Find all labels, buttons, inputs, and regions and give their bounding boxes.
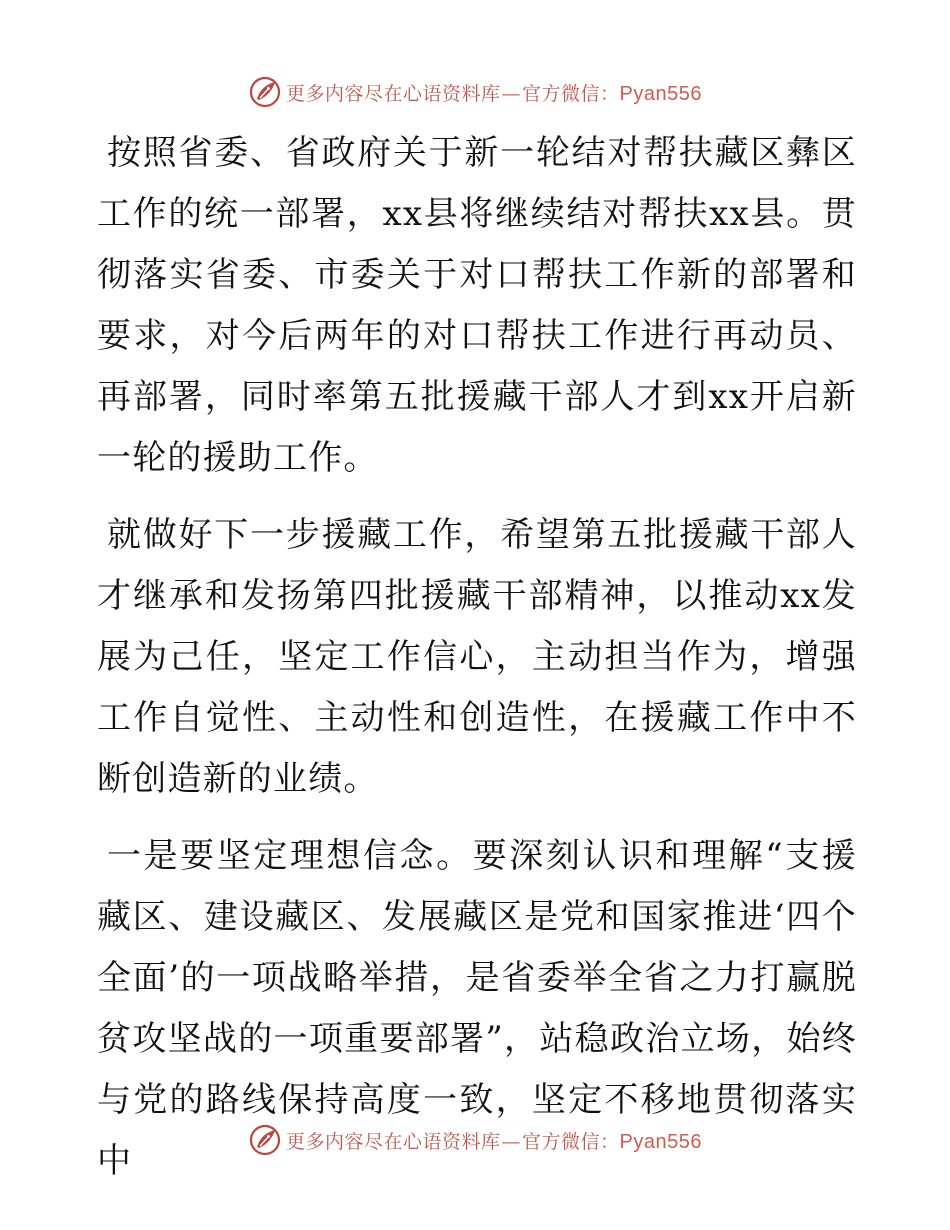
header-dash: — [501,82,522,105]
header-wechat-label: 官方微信： [522,82,620,105]
footer-wechat-id: Pyan556 [619,1130,702,1153]
header-brand: 更多内容尽在心语资料库 [286,82,501,105]
footer-wechat-label: 官方微信： [522,1130,620,1153]
footer-brand: 更多内容尽在心语资料库 [286,1130,501,1153]
footer-banner-text [286,1127,702,1154]
header-banner-text [286,79,702,106]
footer-banner [0,1120,950,1160]
paragraph-1: 按照省委、省政府关于新一轮结对帮扶藏区彝区工作的统一部署，xx县将继续结对帮扶xx县。贯彻落实省委、市委关于对口帮扶工作新的部署和要求，对今后两年的对口帮扶工作进行再动员、再部署，同时率第五批援藏干部人才到xx开启新一轮的援助工作。 [97,133,857,478]
pen-nib-logo-icon [248,1123,282,1157]
footer-dash: — [501,1130,522,1153]
paragraph-2: 就做好下一步援藏工作，希望第五批援藏干部人才继承和发扬第四批援藏干部精神，以推动xx发展为己任，坚定工作信心，主动担当作为，增强工作自觉性、主动性和创造性，在援藏工作中不断创造新的业绩。 [97,515,857,799]
pen-nib-logo-icon [248,75,282,109]
document-body [97,123,857,1208]
header-wechat-id: Pyan556 [619,82,702,105]
paragraph-3: 一是要坚定理想信念。要深刻认识和理解“支援藏区、建设藏区、发展藏区是党和国家推进‘四个全面’的一项战略举措，是省委举全省之力打赢脱贫攻坚战的一项重要部署”，站稳政治立场，始终与党的路线保持高度一致，坚定不移地贯彻落实中 [97,836,857,1181]
header-banner [0,72,950,112]
